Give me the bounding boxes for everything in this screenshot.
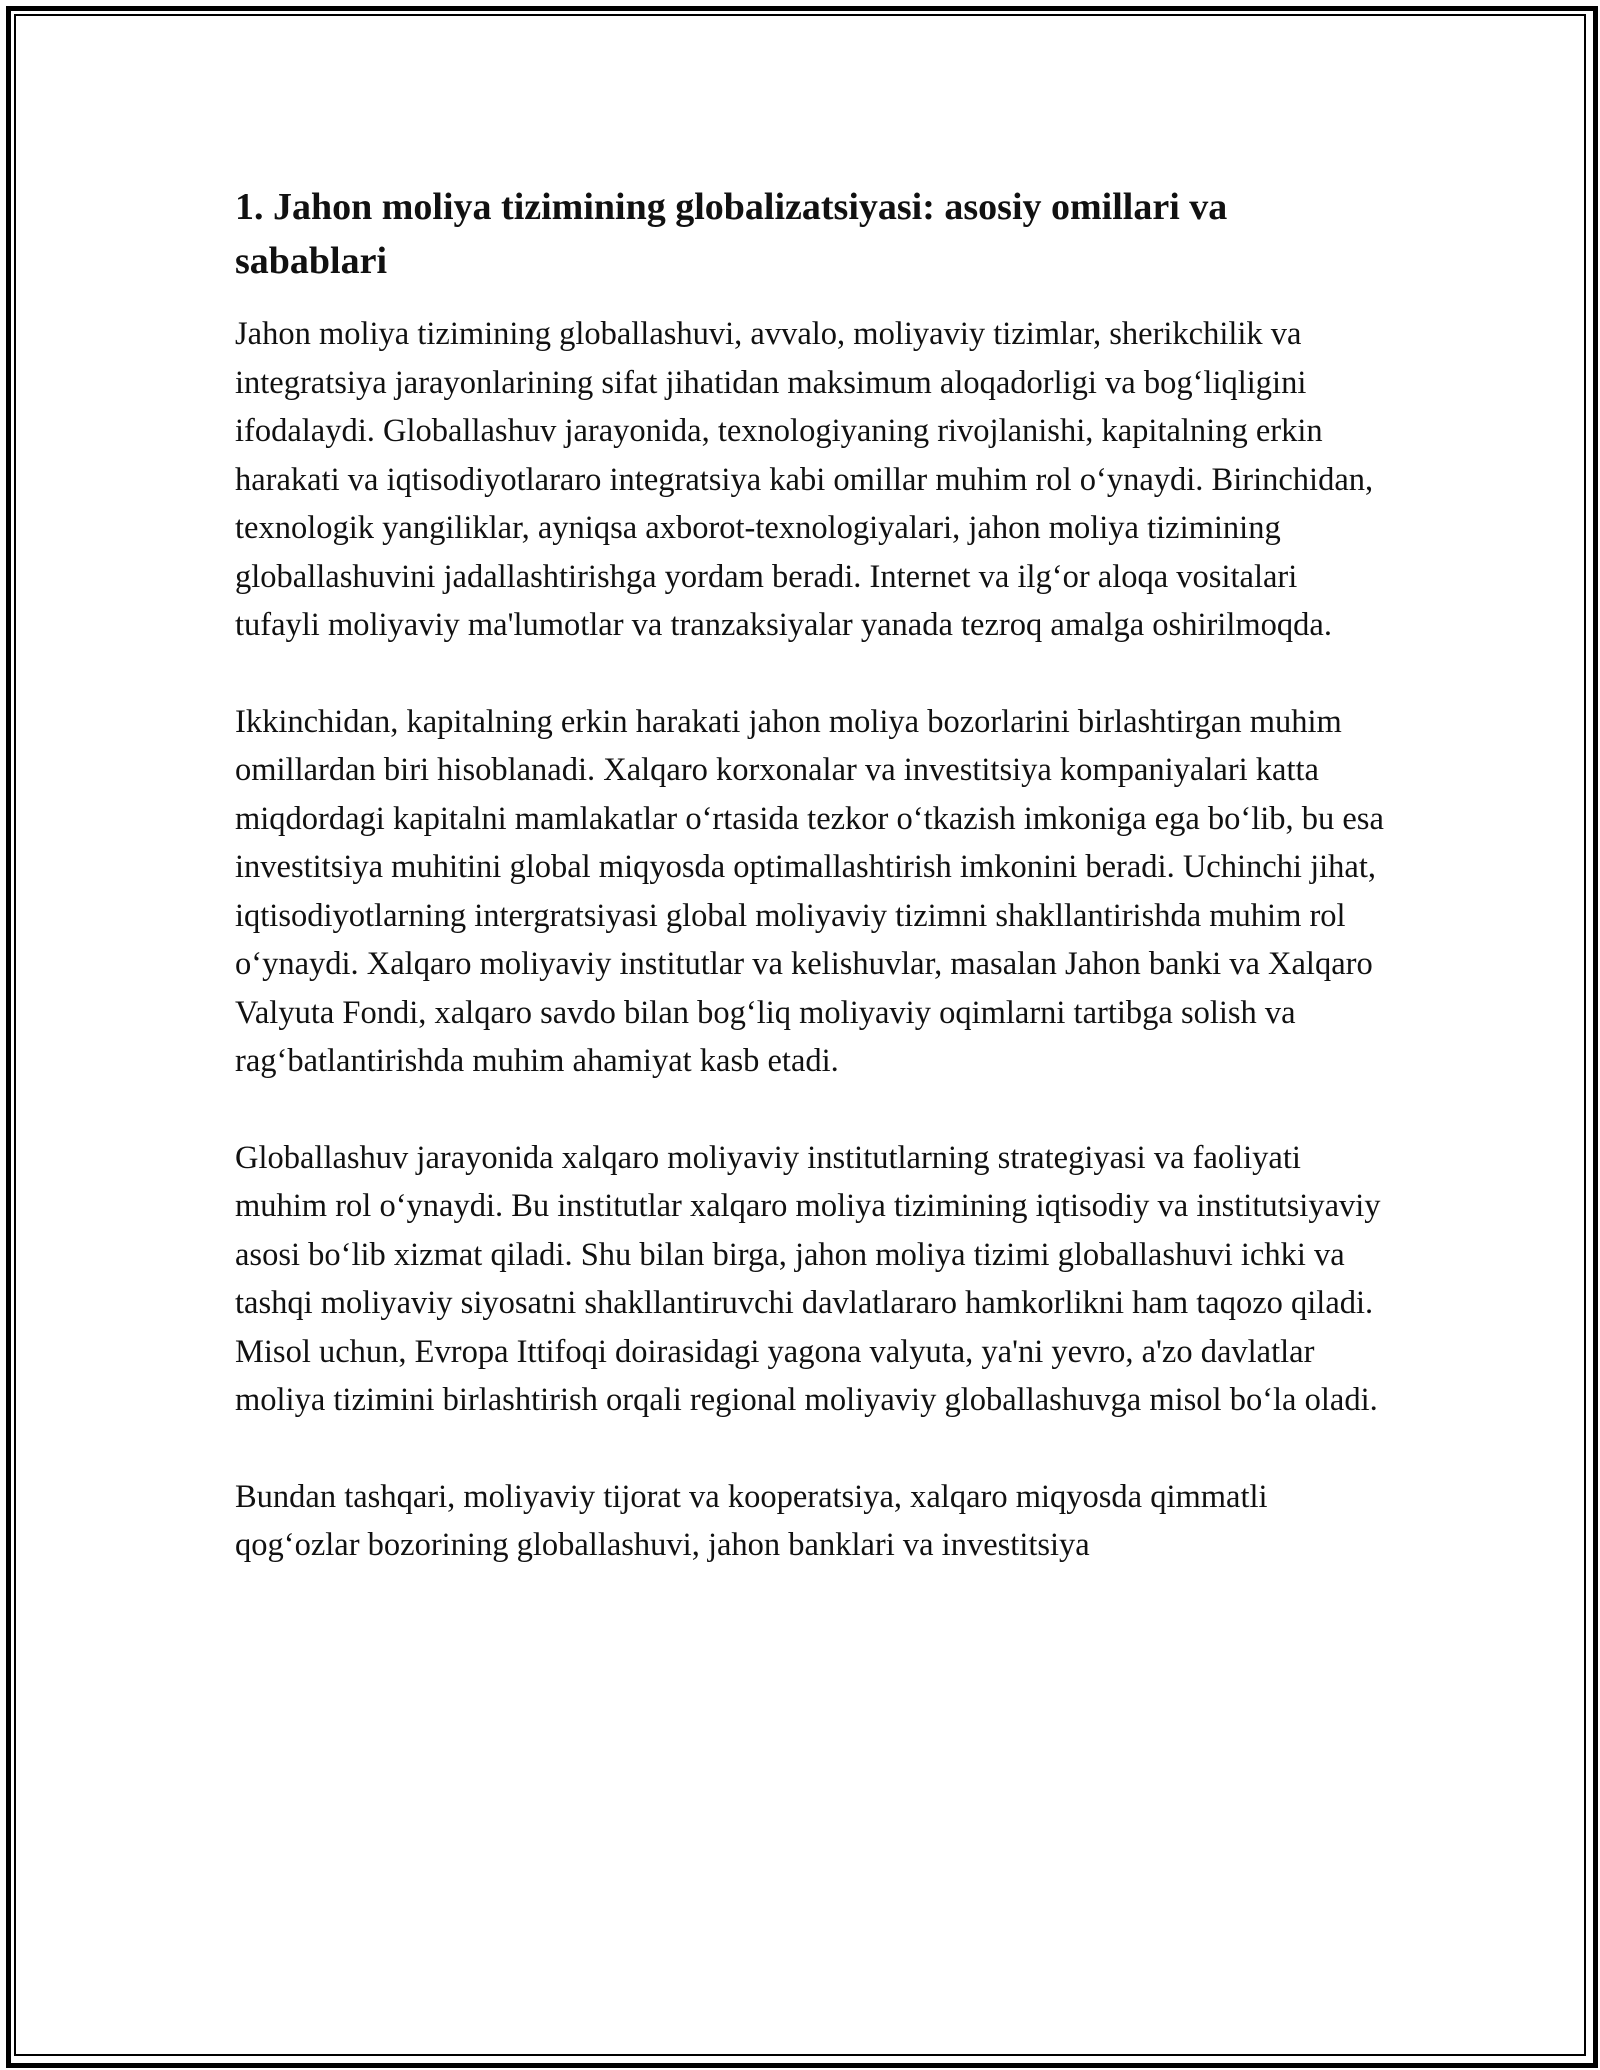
document-body <box>235 180 1385 1570</box>
paragraph-4: Bundan tashqari, moliyaviy tijorat va kooperatsiya, xalqaro miqyosda qimmatli qog‘ozlar bozorining globallashuvi, jahon banklari va investitsiya <box>235 1478 1268 1563</box>
paragraph-1: Jahon moliya tizimining globallashuvi, avvalo, moliyaviy tizimlar, sherikchilik va integratsiya jarayonlarining sifat jihatidan maksimum aloqadorligi va bog‘liqligini ifodalaydi. Globallashuv jarayonida, texnologiyaning rivojlanishi, kapitalning erkin harakati va iqtisodiyotlararo integratsiya kabi omillar muhim rol o‘ynaydi. Birinchidan, texnologik yangiliklar, ayniqsa axborot-texnologiyalari, jahon moliya tizimining globallashuvini jadallashtirishga yordam beradi. Internet va ilg‘or aloqa vositalari tufayli moliyaviy ma'lumotlar va tranzaksiyalar yanada tezroq amalga oshirilmoqda. <box>235 316 1374 643</box>
paragraph-3: Globallashuv jarayonida xalqaro moliyaviy institutlarning strategiyasi va faoliyati muhim rol o‘ynaydi. Bu institutlar xalqaro moliya tizimining iqtisodiy va institutsiyaviy asosi bo‘lib xizmat qiladi. Shu bilan birga, jahon moliya tizimi globallashuvi ichki va tashqi moliyaviy siyosatni shakllantiruvchi davlatlararo hamkorlikni ham taqozo qiladi. Misol uchun, Evropa Ittifoqi doirasidagi yagona valyuta, ya'ni yevro, a'zo davlatlar moliya tizimini birlashtirish orqali regional moliyaviy globallashuvga misol bo‘la oladi. <box>235 1139 1381 1418</box>
paragraph-2: Ikkinchidan, kapitalning erkin harakati jahon moliya bozorlarini birlashtirgan muhim omillardan biri hisoblanadi. Xalqaro korxonalar va investitsiya kompaniyalari katta miqdordagi kapitalni mamlakatlar o‘rtasida tezkor o‘tkazish imkoniga ega bo‘lib, bu esa investitsiya muhitini global miqyosda optimallashtirish imkonini beradi. Uchinchi jihat, iqtisodiyotlarning intergratsiyasi global moliyaviy tizimni shakllantirishda muhim rol o‘ynaydi. Xalqaro moliyaviy institutlar va kelishuvlar, masalan Jahon banki va Xalqaro Valyuta Fondi, xalqaro savdo bilan bog‘liq moliyaviy oqimlarni tartibga solish va rag‘batlantirishda muhim ahamiyat kasb etadi. <box>235 703 1384 1079</box>
section-heading: 1. Jahon moliya tizimining globalizatsiyasi: asosiy omillari va sabablari <box>235 186 1228 282</box>
